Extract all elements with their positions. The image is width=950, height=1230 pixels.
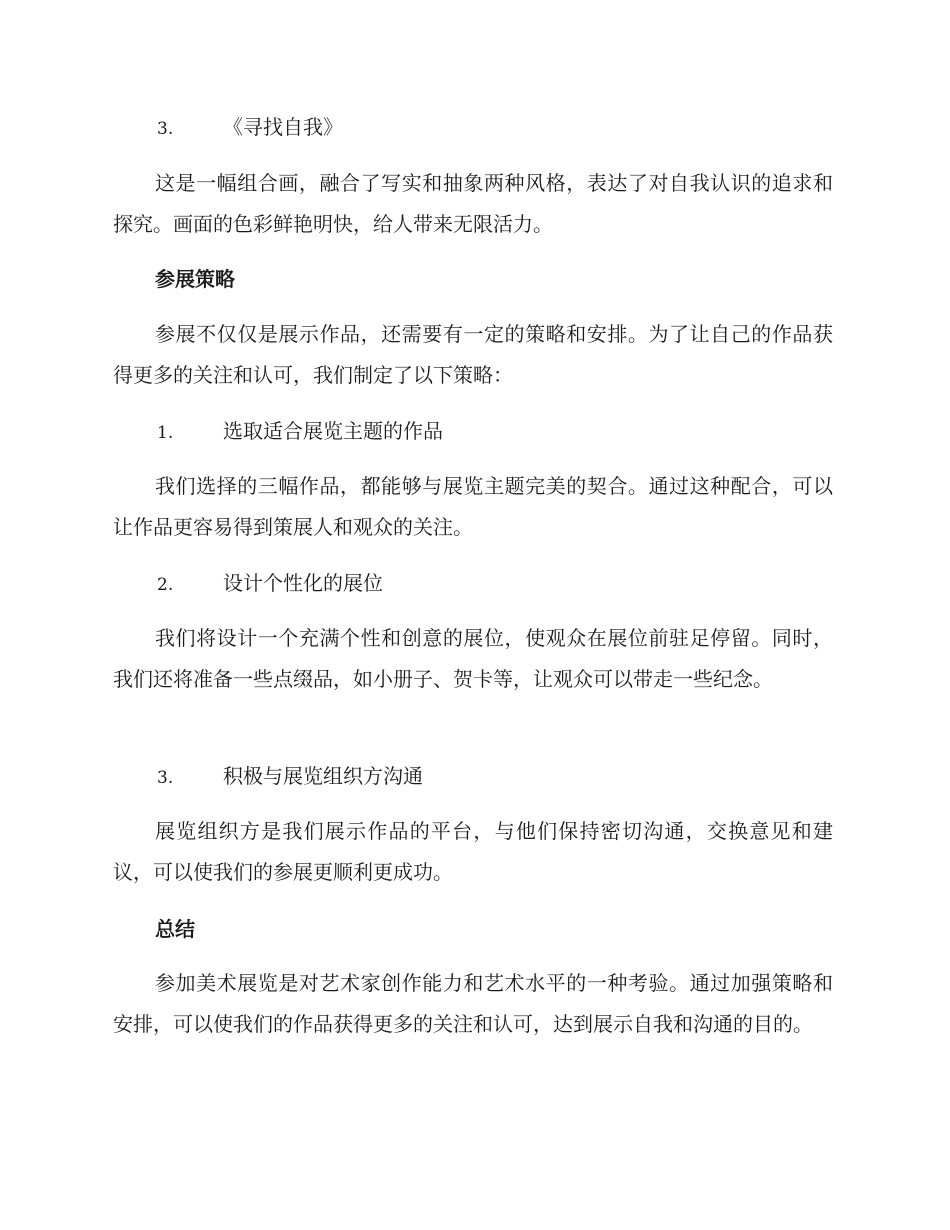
paragraph-artwork-description: 这是一幅组合画，融合了写实和抽象两种风格，表达了对自我认识的追求和探究。画面的色彩鲜艳明快，给人带来无限活力。 bbox=[113, 171, 833, 236]
list-text: 选取适合展览主题的作品 bbox=[223, 419, 443, 443]
paragraph-summary: 参加美术展览是对艺术家创作能力和艺术水平的一种考验。通过加强策略和安排，可以使我们的作品获得更多的关注和认可，达到展示自我和沟通的目的。 bbox=[113, 971, 833, 1036]
list-text: 设计个性化的展位 bbox=[223, 571, 383, 595]
list-number: 1. bbox=[157, 423, 174, 443]
list-item-strategy-2 bbox=[157, 569, 383, 599]
paragraph-strategy-1: 我们选择的三幅作品，都能够与展览主题完美的契合。通过这种配合，可以让作品更容易得到策展人和观众的关注。 bbox=[113, 474, 833, 539]
list-number: 2. bbox=[157, 575, 174, 595]
section-heading-summary: 总结 bbox=[155, 917, 195, 941]
list-item-strategy-3 bbox=[157, 762, 423, 792]
list-text: 《寻找自我》 bbox=[223, 115, 343, 139]
list-number: 3. bbox=[157, 768, 174, 788]
section-heading-strategy: 参展策略 bbox=[155, 267, 235, 291]
list-number: 3. bbox=[157, 119, 174, 139]
list-item-artwork-3 bbox=[157, 113, 343, 143]
list-item-strategy-1 bbox=[157, 417, 443, 447]
paragraph-strategy-3: 展览组织方是我们展示作品的平台，与他们保持密切沟通，交换意见和建议，可以使我们的参展更顺利更成功。 bbox=[113, 819, 833, 884]
paragraph-strategy-intro: 参展不仅仅是展示作品，还需要有一定的策略和安排。为了让自己的作品获得更多的关注和认可，我们制定了以下策略： bbox=[113, 322, 833, 387]
list-text: 积极与展览组织方沟通 bbox=[223, 764, 423, 788]
paragraph-strategy-2: 我们将设计一个充满个性和创意的展位，使观众在展位前驻足停留。同时，我们还将准备一些点缀品，如小册子、贺卡等，让观众可以带走一些纪念。 bbox=[113, 626, 833, 691]
